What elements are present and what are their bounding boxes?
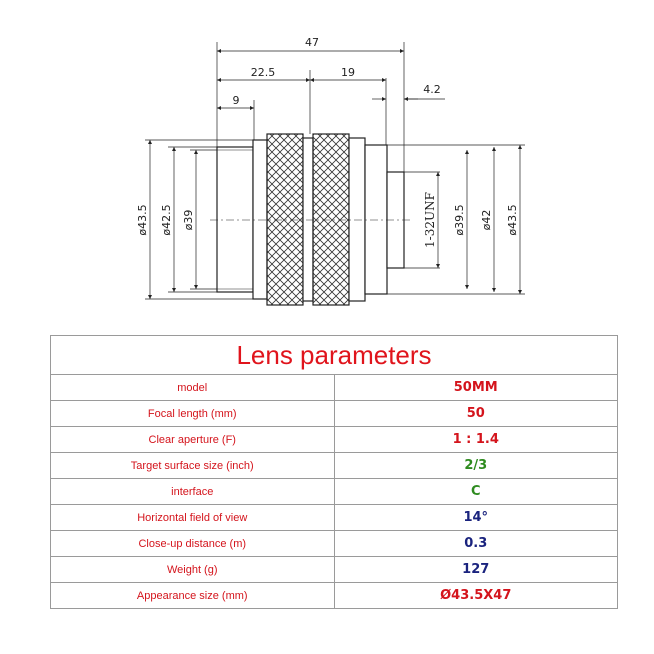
parameter-value: 50MM [334, 375, 618, 401]
table-row [51, 401, 618, 427]
dim-dia-right-mid: ø42 [480, 209, 493, 231]
parameter-label: Target surface size (inch) [51, 453, 335, 479]
dim-dia-left-outer: ø43.5 [136, 204, 149, 236]
table-row [51, 479, 618, 505]
parameter-label: model [51, 375, 335, 401]
parameter-label: Close-up distance (m) [51, 531, 335, 557]
parameter-value: 2/3 [334, 453, 618, 479]
dim-dia-right-inner: ø39.5 [453, 204, 466, 236]
lens-parameters-table [50, 335, 618, 609]
parameter-value: 0.3 [334, 531, 618, 557]
rear-ring [349, 138, 365, 301]
table-row [51, 583, 618, 609]
table-row [51, 505, 618, 531]
dim-dia-left-inner: ø39 [182, 209, 195, 231]
dim-length-22-5: 22.5 [250, 66, 276, 79]
parameter-label: Focal length (mm) [51, 401, 335, 427]
parameter-label: Weight (g) [51, 557, 335, 583]
table-row [51, 375, 618, 401]
rear-collar [365, 145, 387, 294]
iris-ring-knurl [313, 134, 349, 305]
dim-dia-left-mid: ø42.5 [160, 204, 173, 236]
parameter-value: 50 [334, 401, 618, 427]
dim-rear-length: 19 [341, 66, 355, 79]
parameter-rows [51, 375, 618, 609]
dim-dia-right-outer: ø43.5 [506, 204, 519, 236]
parameter-label: interface [51, 479, 335, 505]
dim-thread: 1-32UNF [423, 192, 437, 248]
front-barrel [217, 147, 253, 292]
table-row [51, 453, 618, 479]
dim-front-segment: 9 [232, 94, 240, 107]
table-title: Lens parameters [51, 336, 618, 375]
parameter-value: C [334, 479, 618, 505]
parameter-value: Ø43.5X47 [334, 583, 618, 609]
table-row [51, 557, 618, 583]
table-row [51, 531, 618, 557]
focus-ring-knurl [267, 134, 303, 305]
parameter-label: Clear aperture (F) [51, 427, 335, 453]
parameter-value: 14° [334, 505, 618, 531]
table-row [51, 427, 618, 453]
front-step-ring [253, 140, 267, 299]
parameter-value: 127 [334, 557, 618, 583]
lens-body-outline [210, 134, 410, 305]
parameter-value: 1 : 1.4 [334, 427, 618, 453]
dim-overall-length: 47 [305, 36, 319, 49]
parameter-label: Horizontal field of view [51, 505, 335, 531]
dim-mount-flange: 4.2 [423, 83, 441, 96]
parameter-label: Appearance size (mm) [51, 583, 335, 609]
